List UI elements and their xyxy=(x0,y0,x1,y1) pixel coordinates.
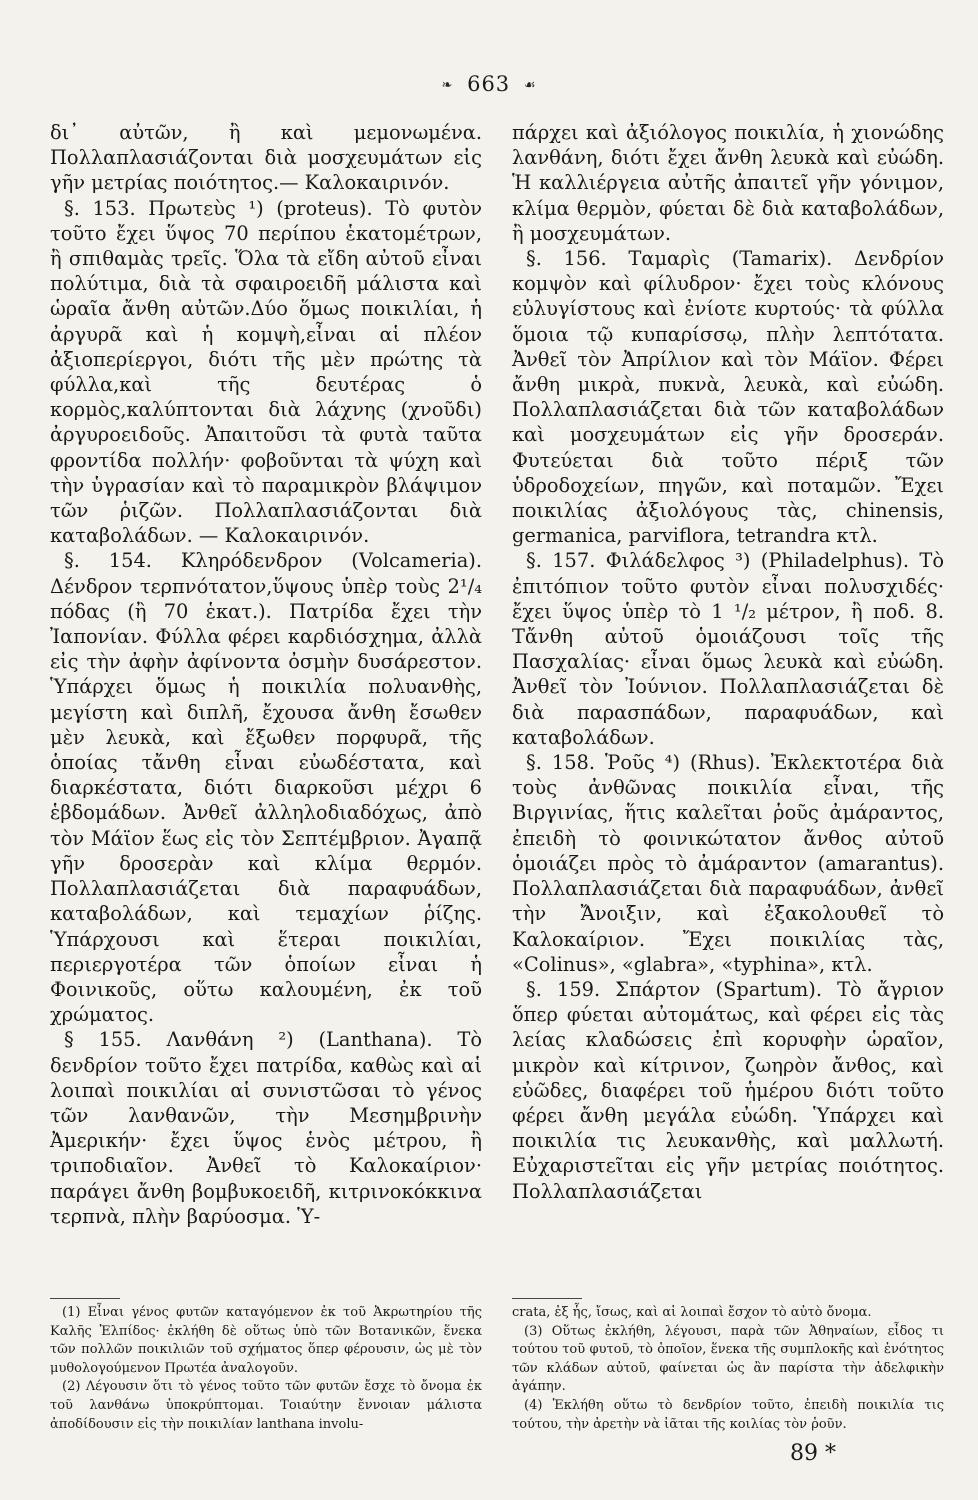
paragraph-156-tamarix: §. 156. Ταμαρὶς (Tamarix). Δενδρίον κομψὸν καὶ φίλυδρον· ἔχει τοὺς κλόνους εὐλυγίστους καὶ ἐνίοτε κυρτούς· τὰ φύλλα ὅμοια τῷ κυπαρίσσῳ, πλὴν λεπτότατα. Ἀνθεῖ τὸν Ἀπρίλιον καὶ τὸν Μάϊον. Φέρει ἄνθη μικρὰ, πυκνὰ, λευκὰ, καὶ εὐώδη. Πολλαπλασιάζεται διὰ τῶν καταβολάδων καὶ μοσχευμάτων εἰς γῆν δροσεράν. Φυτεύεται διὰ τοῦτο πέριξ τῶν ὑδροδοχείων, πηγῶν, καὶ ποταμῶν. Ἔχει ποικιλίας ἀξιολόγους τὰς, chinensis, germanica, parviflora, tetrandra κτλ. xyxy=(512,247,944,548)
page-header xyxy=(0,72,978,96)
page-number: 663 xyxy=(467,72,511,96)
footnote-2-continuation: crata, ἐξ ἧς, ἴσως, καὶ αἱ λοιπαὶ ἔσχον τὸ αὐτὸ ὄνομα. xyxy=(512,1305,872,1320)
right-column xyxy=(512,120,944,1204)
footnote-2: (2) Λέγουσιν ὅτι τὸ γένος τοῦτο τῶν φυτῶν ἔσχε τὸ ὄνομα ἐκ τοῦ λανθάνω ὑποκρύπτομαι. Τοιαύτην ἔννοιαν μάλιστα ἀποδίδουσιν εἰς τὴν ποικιλίαν lanthana involu- xyxy=(50,1379,482,1432)
paragraph-158-rhus: §. 158. Ῥοῦς ⁴) (Rhus). Ἐκλεκτοτέρα διὰ τοὺς ἀνθῶνας ποικιλία εἶναι, τῆς Βιργινίας, ἥτις καλεῖται ῥοῦς ἀμάραντος, ἐπειδὴ τὸ φοινικώτατον ἄνθος αὐτοῦ ὁμοιάζει πρὸς τὸ ἀμάραντον (amarantus). Πολλαπλασιάζεται διὰ παραφυάδων, ἀνθεῖ τὴν Ἄνοιξιν, καὶ ἐξακολουθεῖ τὸ Καλοκαίριον. Ἔχει ποικιλίας τὰς, «Colinus», «glabra», «typhina», κτλ. xyxy=(512,751,944,976)
ornament-right-icon: ☙ xyxy=(523,78,537,93)
paragraph-155-lanthana: § 155. Λανθάνη ²) (Lanthana). Τὸ δενδρίον τοῦτο ἔχει πατρίδα, καθὼς καὶ αἱ λοιπαὶ ποικιλίαι αἱ συνιστῶσαι τὸ γένος τῶν λανθανῶν, τὴν Μεσημβρινὴν Ἀμερικήν· ἔχει ὕψος ἑνὸς μέτρου, ἢ τριποδιαῖον. Ἀνθεῖ τὸ Καλοκαίριον· παράγει ἄνθη βομβυκοειδῆ, κιτρινοκόκκινα τερπνὰ, πλὴν βαρύοσμα. Ὑ- xyxy=(50,1028,482,1228)
footnotes-left xyxy=(50,1304,482,1434)
printer-signature: 89 * xyxy=(790,1441,836,1466)
footnote-divider-left xyxy=(50,1298,120,1299)
footnotes-right xyxy=(512,1304,944,1434)
paragraph-continuation: δι᾽ αὐτῶν, ἢ καὶ μεμονωμένα. Πολλαπλασιάζονται διὰ μοσχευμάτων εἰς γῆν μετρίας ποιότητος.— Καλοκαιρινόν. xyxy=(50,121,482,195)
paragraph-159-spartum: §. 159. Σπάρτον (Spartum). Τὸ ἄγριον ὅπερ φύεται αὐτομάτως, καὶ φέρει εἰς τὰς λείας κλαδώσεις ἐπὶ κορυφὴν ὡραῖον, μικρὸν καὶ κίτρινον, ζωηρὸν ἄνθος, καὶ εὐῶδες, διαφέρει τοῦ ἡμέρου διότι τοῦτο φέρει ἄνθη μεγάλα εὐώδη. Ὑπάρχει καὶ ποικιλία τις λευκανθὴς, καὶ μαλλωτή. Εὐχαριστεῖται εἰς γῆν μετρίας ποιότητος. Πολλαπλασιάζεται xyxy=(512,977,944,1203)
paragraph-157-philadelphus: §. 157. Φιλάδελφος ³) (Philadelphus). Τὸ ἐπιτόπιον τοῦτο φυτὸν εἶναι πολυσχιδές· ἔχει ὕψος ὑπὲρ τὸ 1 ¹/₂ μέτρον, ἢ ποδ. 8. Τἄνθη αὐτοῦ ὁμοιάζουσι τοῖς τῆς Πασχαλίας· εἶναι ὅμως λευκὰ καὶ εὐώδη. Ἀνθεῖ τὸν Ἰούνιον. Πολλαπλασιάζεται δὲ διὰ παρασπάδων, παραφυάδων, καὶ καταβολάδων. xyxy=(512,549,944,749)
footnote-3: (3) Οὕτως ἐκλήθη, λέγουσι, παρὰ τῶν Ἀθηναίων, εἶδος τι τούτου τοῦ φυτοῦ, τὸ ὁποῖον, ἕνεκα τῆς συμπλοκῆς καὶ ἑνότητος τῶν κλάδων αὐτοῦ, φαίνεται ὡς ἂν παρίστα τὴν ἀδελφικὴν ἀγάπην. xyxy=(512,1323,944,1395)
ornament-left-icon: ❧ xyxy=(441,78,454,93)
paragraph-154-volcameria: §. 154. Κληρόδενδρον (Volcameria). Δένδρον τερπνότατον,ὕψους ὑπὲρ τοὺς 2¹/₄ πόδας (ἢ 70 ἑκατ.). Πατρίδα ἔχει τὴν Ἰαπονίαν. Φύλλα φέρει καρδιόσχημα, ἀλλὰ εἰς τὴν ἀφὴν ἀφίνοντα ὀσμὴν δυσάρεστον. Ὑπάρχει ὅμως ἡ ποικιλία πολυανθὴς, μεγίστη καὶ διπλῆ, ἔχουσα ἄνθη ἔσωθεν μὲν λευκὰ, καὶ ἔξωθεν πορφυρᾶ, τῆς ὁποίας τἄνθη εἶναι εὐωδέστατα, καὶ διαρκέστατα, διότι διαρκοῦσι μέχρι 6 ἑβδομάδων. Ἀνθεῖ ἀλληλοδιαδόχως, ἀπὸ τὸν Μάϊον ἕως εἰς τὸν Σεπτέμβριον. Ἀγαπᾷ γῆν δροσερὰν καὶ κλίμα θερμόν. Πολλαπλασιάζεται διὰ παραφυάδων, καταβολάδων, καὶ τεμαχίων ῥίζης. Ὑπάρχουσι καὶ ἕτεραι ποικιλίαι, περιεργοτέρα τῶν ὁποίων εἶναι ἡ Φοινικοῦς, οὕτω καλουμένη, ἐκ τοῦ χρώματος. xyxy=(50,549,482,1027)
footnote-divider-right xyxy=(512,1298,582,1299)
footnote-4: (4) Ἐκλήθη οὕτω τὸ δενδρίον τοῦτο, ἐπειδὴ ποικιλία τις τούτου, τὴν ἀρετὴν νὰ ἰᾶται τῆς κοιλίας τὸν ῥοῦν. xyxy=(512,1397,944,1432)
footnote-1: (1) Εἶναι γένος φυτῶν καταγόμενον ἐκ τοῦ Ἀκρωτηρίου τῆς Καλῆς Ἐλπίδος· ἐκλήθη δὲ οὕτως ὑπὸ τῶν Βοτανικῶν, ἕνεκα τῶν πολλῶν ποικιλιῶν τοῦ σχήματος ὅπερ φέρουσιν, ὡς μὲ τὸν μυθολογούμενον Πρωτέα ἀναλογοῦν. xyxy=(50,1305,482,1376)
left-column xyxy=(50,120,482,1229)
paragraph-153-proteus: §. 153. Πρωτεὺς ¹) (proteus). Τὸ φυτὸν τοῦτο ἔχει ὕψος 70 περίπου ἑκατομέτρων, ἢ σπιθαμὰς τρεῖς. Ὅλα τὰ εἴδη αὐτοῦ εἶναι πολύτιμα, διὰ τὰ σφαιροειδῆ μάλιστα καὶ ὡραῖα ἄνθη αὐτῶν.Δύο ὅμως ποικιλίαι, ἡ ἀργυρᾶ καὶ ἡ κομψὴ,εἶναι αἱ πλέον ἀξιοπερίεργοι, διότι τῆς μὲν πρώτης τὰ φύλλα,καὶ τῆς δευτέρας ὁ κορμὸς,καλύπτονται διὰ λάχνης (χνοῦδι) ἀργυροειδοῦς. Ἀπαιτοῦσι τὰ φυτὰ ταῦτα φροντίδα πολλήν· φοβοῦνται τὰ ψύχη καὶ τὴν ὑγρασίαν καὶ τὸ παραμικρὸν βλάψιμον τῶν ῥιζῶν. Πολλαπλασιάζονται διὰ καταβολάδων. — Καλοκαιρινόν. xyxy=(50,196,482,548)
paragraph-continuation-lanthana: πάρχει καὶ ἀξιόλογος ποικιλία, ἡ χιονώδης λανθάνη, διότι ἔχει ἄνθη λευκὰ καὶ εὐώδη. Ἡ καλλιέργεια αὐτῆς ἀπαιτεῖ γῆν γόνιμον, κλίμα θερμὸν, φύεται δὲ διὰ καταβολάδων, ἢ μοσχευμάτων. xyxy=(512,121,944,245)
